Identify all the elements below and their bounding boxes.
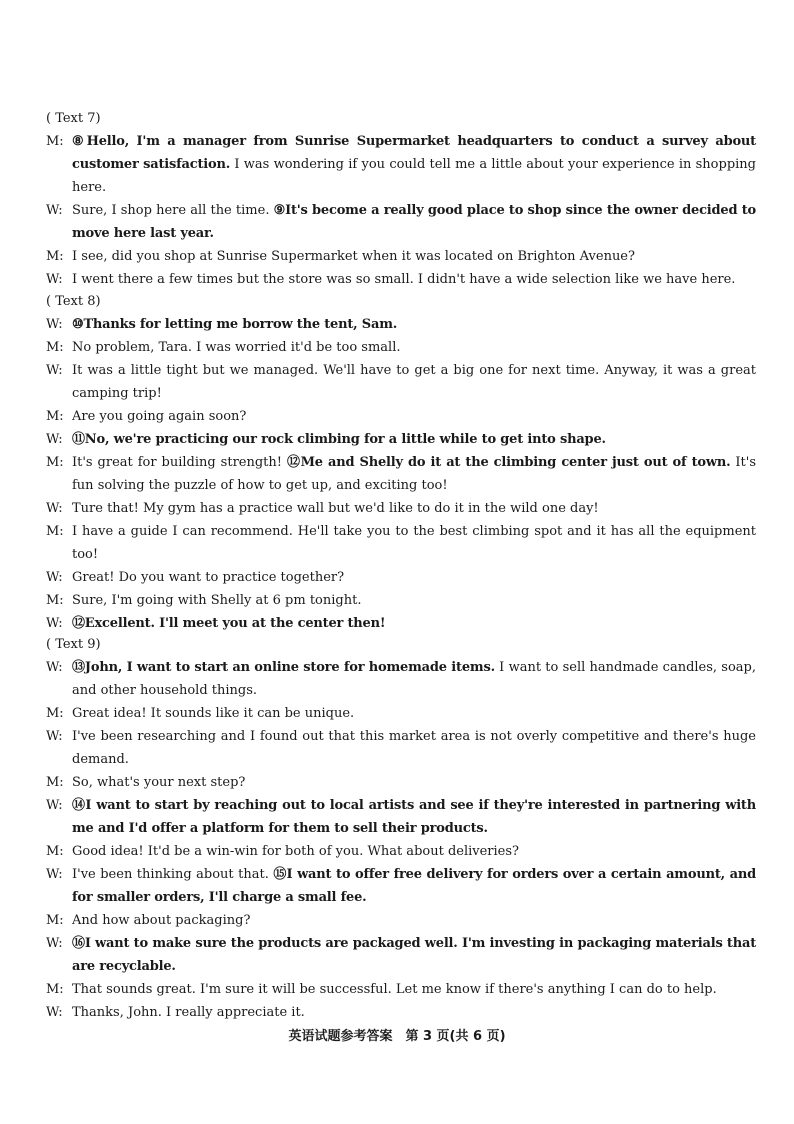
dialogue-line <box>46 566 756 589</box>
speaker-label: W: <box>46 570 63 585</box>
section-heading: ( Text 7) <box>46 111 101 126</box>
dialogue-text: That sounds great. I'm sure it will be successful. Let me know if there's anything I can do to help. <box>72 982 717 997</box>
speaker-label: W: <box>46 616 63 631</box>
dialogue-text: I went there a few times but the store was so small. I didn't have a wide selection like we have here. <box>72 272 736 287</box>
dialogue-text: Great! Do you want to practice together? <box>72 570 345 585</box>
utterance <box>72 268 756 291</box>
dialogue-line <box>46 245 756 268</box>
speaker-label: M: <box>46 249 64 264</box>
dialogue-text: No problem, Tara. I was worried it'd be too small. <box>72 340 401 355</box>
utterance <box>72 497 756 520</box>
dialogue-line <box>46 656 756 702</box>
speaker-label: M: <box>46 340 64 355</box>
dialogue-line <box>46 199 756 245</box>
dialogue-text: I've been researching and I found out that this market area is not overly competitive and there's huge demand. <box>72 729 756 767</box>
utterance <box>72 130 756 199</box>
text-9-section <box>46 633 756 1024</box>
dialogue-text: I have a guide I can recommend. He'll take you to the best climbing spot and it has all the equipment too! <box>72 524 756 562</box>
dialogue-text: Sure, I shop here all the time. <box>72 203 274 218</box>
dialogue-line <box>46 909 756 932</box>
speaker-label: W: <box>46 1005 63 1020</box>
speaker-label: M: <box>46 524 64 539</box>
utterance <box>72 405 756 428</box>
key-sentence: ⑧Hello, I'm a manager from Sunrise Supermarket headquarters to conduct a survey about customer satisfaction. <box>72 134 756 172</box>
key-sentence: ⑮I want to offer free delivery for orders over a certain amount, and for smaller orders, I'll charge a small fee. <box>72 867 756 905</box>
page-footer: 英语试题参考答案 第 3 页(共 6 页) <box>288 1029 506 1044</box>
speaker-label: W: <box>46 272 63 287</box>
dialogue-text: Are you going again soon? <box>72 409 247 424</box>
dialogue-line <box>46 771 756 794</box>
dialogue-text: Sure, I'm going with Shelly at 6 pm tonight. <box>72 593 362 608</box>
dialogue-line <box>46 520 756 566</box>
speaker-label: M: <box>46 775 64 790</box>
dialogue-line <box>46 336 756 359</box>
speaker-label: W: <box>46 936 63 951</box>
speaker-label: W: <box>46 317 63 332</box>
utterance <box>72 520 756 566</box>
speaker-label: M: <box>46 982 64 997</box>
utterance <box>72 978 756 1001</box>
utterance <box>72 909 756 932</box>
dialogue-text: I was wondering if you could tell me a little about your experience in shopping here. <box>72 157 756 195</box>
speaker-label: W: <box>46 729 63 744</box>
utterance <box>72 336 756 359</box>
dialogue-line <box>46 863 756 909</box>
dialogue-line <box>46 405 756 428</box>
key-sentence: ⑪No, we're practicing our rock climbing for a little while to get into shape. <box>72 432 606 447</box>
dialogue-line <box>46 359 756 405</box>
speaker-label: W: <box>46 660 63 675</box>
dialogue-line <box>46 612 756 635</box>
speaker-label: M: <box>46 134 64 149</box>
dialogue-text: Thanks, John. I really appreciate it. <box>72 1005 305 1020</box>
utterance <box>72 566 756 589</box>
key-sentence: ⑭I want to start by reaching out to local artists and see if they're interested in partnering with me and I'd offer a platform for them to sell their products. <box>72 798 756 836</box>
dialogue-lines <box>46 130 756 291</box>
dialogue-lines <box>46 656 756 1024</box>
dialogue-text: Great idea! It sounds like it can be unique. <box>72 706 355 721</box>
speaker-label: W: <box>46 798 63 813</box>
dialogue-line <box>46 497 756 520</box>
speaker-label: W: <box>46 203 63 218</box>
section-heading: ( Text 9) <box>46 637 101 652</box>
speaker-label: W: <box>46 867 63 882</box>
key-sentence: ⑫Me and Shelly do it at the climbing center just out of town. <box>286 455 731 470</box>
utterance <box>72 612 756 635</box>
dialogue-text: So, what's your next step? <box>72 775 246 790</box>
dialogue-line <box>46 978 756 1001</box>
text-7-section <box>46 107 756 291</box>
dialogue-line <box>46 130 756 199</box>
dialogue-text: It's fun solving the puzzle of how to get up, and exciting too! <box>72 455 756 493</box>
utterance <box>72 1001 756 1024</box>
dialogue-line <box>46 794 756 840</box>
dialogue-line <box>46 589 756 612</box>
utterance <box>72 589 756 612</box>
dialogue-text: Ture that! My gym has a practice wall but we'd like to do it in the wild one day! <box>72 501 599 516</box>
dialogue-line <box>46 451 756 497</box>
dialogue-line <box>46 268 756 291</box>
speaker-label: W: <box>46 363 63 378</box>
utterance <box>72 428 756 451</box>
dialogue-text: It's great for building strength! <box>72 455 287 470</box>
utterance <box>72 840 756 863</box>
utterance <box>72 451 756 497</box>
speaker-label: M: <box>46 455 64 470</box>
utterance <box>72 199 756 245</box>
dialogue-text: Good idea! It'd be a win-win for both of you. What about deliveries? <box>72 844 520 859</box>
speaker-label: M: <box>46 706 64 721</box>
dialogue-line <box>46 428 756 451</box>
dialogue-lines <box>46 313 756 635</box>
utterance <box>72 863 756 909</box>
utterance <box>72 725 756 771</box>
dialogue-line <box>46 840 756 863</box>
speaker-label: M: <box>46 409 64 424</box>
dialogue-line <box>46 702 756 725</box>
utterance <box>72 794 756 840</box>
utterance <box>72 245 756 268</box>
section-heading: ( Text 8) <box>46 294 101 309</box>
key-sentence: ⑨It's become a really good place to shop since the owner decided to move here last year. <box>72 203 756 241</box>
dialogue-text: I want to sell handmade candles, soap, and other household things. <box>72 660 756 698</box>
key-sentence: ⑯I want to make sure the products are packaged well. I'm investing in packaging materials that are recyclable. <box>72 936 756 974</box>
speaker-label: M: <box>46 593 64 608</box>
utterance <box>72 656 756 702</box>
speaker-label: M: <box>46 844 64 859</box>
utterance <box>72 771 756 794</box>
utterance <box>72 359 756 405</box>
dialogue-text: It was a little tight but we managed. We'll have to get a big one for next time. Anyway, it was a great camping trip! <box>72 363 756 401</box>
dialogue-text: I see, did you shop at Sunrise Supermarket when it was located on Brighton Avenue? <box>72 249 635 264</box>
speaker-label: W: <box>46 432 63 447</box>
key-sentence: ⑩Thanks for letting me borrow the tent, Sam. <box>72 317 398 332</box>
dialogue-text: And how about packaging? <box>72 913 251 928</box>
key-sentence: ⑫Excellent. I'll meet you at the center then! <box>72 616 386 631</box>
dialogue-line <box>46 313 756 336</box>
utterance <box>72 702 756 725</box>
dialogue-text: I've been thinking about that. <box>72 867 274 882</box>
key-sentence: ⑬John, I want to start an online store for homemade items. <box>72 660 495 675</box>
utterance <box>72 932 756 978</box>
utterance <box>72 313 756 336</box>
dialogue-line <box>46 725 756 771</box>
dialogue-line <box>46 932 756 978</box>
dialogue-line <box>46 1001 756 1024</box>
speaker-label: W: <box>46 501 63 516</box>
speaker-label: M: <box>46 913 64 928</box>
text-8-section <box>46 290 756 635</box>
